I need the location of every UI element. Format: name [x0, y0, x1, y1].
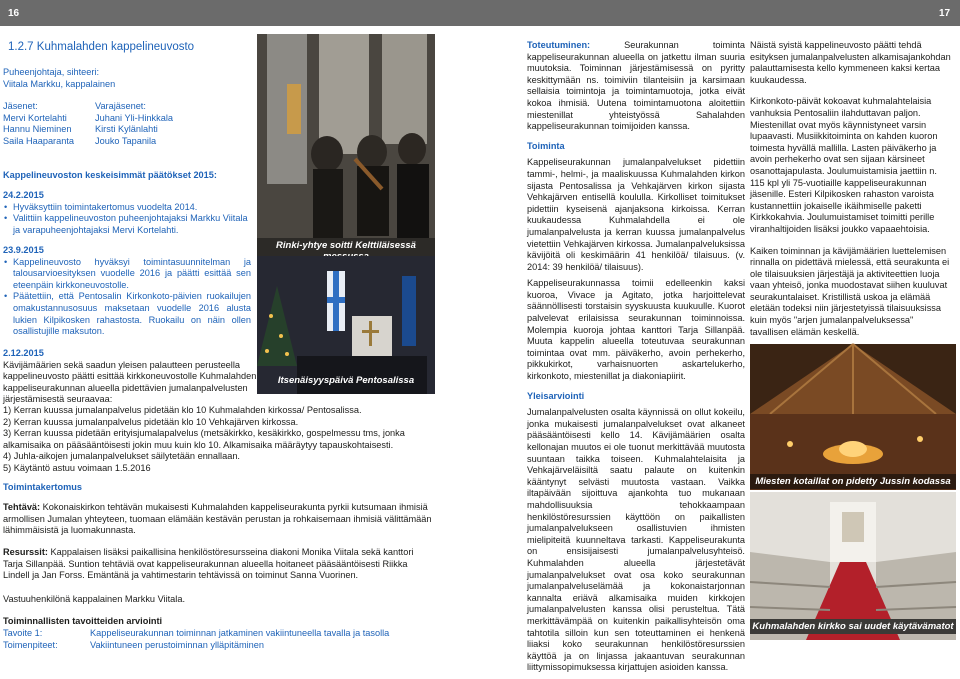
- members-block: [3, 101, 74, 147]
- list-item: 4) Juhla-aikojen jumalanpalvelukset säilytetään ennallaan.: [3, 451, 240, 462]
- decisions-title: Kappelineuvoston keskeisimmät päätökset 2015:: [3, 170, 217, 180]
- right-column-2: [750, 40, 954, 343]
- activity-heading: Toiminta: [527, 140, 565, 151]
- deputies-label: Varajäsenet:: [95, 101, 146, 111]
- band-photo-image: [257, 34, 435, 254]
- realization-paragraph: [527, 40, 745, 133]
- decision-date: 2.12.2015: [3, 348, 44, 358]
- resources-paragraph: [3, 547, 433, 582]
- photo-caption: Rinki-yhtye soitti Kelttiläisessä: [257, 238, 435, 264]
- photo-caption: Miesten kotaillat on pidetty Jussin kodassa: [750, 474, 956, 489]
- kota-photo-image: [750, 344, 956, 490]
- member: Mervi Kortelahti: [3, 112, 67, 123]
- goal-label: Toimenpiteet:: [3, 640, 58, 650]
- goal-text: Vakiintuneen perustoiminnan ylläpitäminen: [90, 640, 264, 650]
- page-header-bar: [0, 0, 960, 26]
- church-photo-image: [750, 492, 956, 640]
- member: Hannu Nieminen: [3, 124, 72, 135]
- task-label: Tehtävä:: [3, 502, 41, 512]
- section-title: 1.2.7 Kuhmalahden kappelineuvosto: [8, 41, 195, 53]
- service-list: [3, 405, 433, 475]
- kirkonkoto-paragraph: Kirkonkoto-päivät kokoavat kuhmalahtelaisia vanhuksia Pentosaliin ilahduttavan paljon. Miestenillat ovat myös käynnistyneet varsin lupaavasti. Musiikkitoiminta on kahden kuoron toimesta hyvällä mallilla. Lasten päiväkerho ja avoin perhekerho ovat sen sijaan kärsineet osanottajapulasta. Joulumuistamisia jaettiin n. 115 kpl yli 75-vuotiaille kappeliseurakunnan jäsenille. Esteri Kilpikosken rahaston varoista kustannettiin jokaiselle ikäihmiselle paketti Kirkkokahvia. Joulumuistamiset toimitti perille viranhaltijoiden lisäksi joukko vapaaehtoisia.: [750, 96, 938, 234]
- chair-label: Puheenjohtaja, sihteeri:: [3, 67, 100, 77]
- deputy: Kirsti Kylänlahti: [95, 124, 158, 135]
- responsible-person: Vastuuhenkilönä kappalainen Markku Viitala.: [3, 594, 185, 604]
- realization-text: Seurakunnan toiminta kappeliseurakunnan alueella on jatkettu ilman suuria muutoksia. Toiminnan järjestämisessä on pyritty keskittymään ns. toimiviin tilanteisiin ja karsimaan sellaisia toimintoja ja toimintamuotoja, jotka eivät kokoa ihmisiä. Uutena toimintamuotona aloitettiin miestenillat yhteistyössä Sahalahden kappeliseurakunnan toimijoiden kanssa.: [527, 40, 745, 132]
- community-paragraph: Kaiken toiminnan ja kävijämäärien luettelemisen rinnalla on pidettävä mielessä, että seurakunta ei ole tilaisuuksien järjestäjä ja aktiviteettien luoja vaan yhteisö, jonka muodostavat siihen kuuluvat seurakuntalaiset. Kristillistä uskoa ja elämää eletään todeksi niin järjestetyissä tilaisuuksissa kuin myös "arjen jumalanpalveluksessa" tavallisen elämän keskellä.: [750, 245, 950, 337]
- choirs-paragraph: Kappeliseurakunnassa toimii edelleenkin kaksi kuoroa, Vivace ja Agitato, jotka harjoittelevat säännöllisesti torstaisin syyskuusta kuukuulle. Kuorot palvelevat erilaisissa seurakunnan toiminnoissa. Molempia kuoroja johtaa kanttori Tarja Sillanpää. Muuta kappelin alueella toteutuvaa seurakunnan toimintaa ovat mm. päiväkerho, avoin perhekerho, pikkukirkot, varhaisnuorten askartelukerho, kirkonkoto, miestenillat ja diakoniapiirit.: [527, 278, 745, 382]
- deputies-block: [95, 101, 173, 147]
- report-title: Toimintakertomus: [3, 482, 82, 492]
- goal-2: [3, 640, 264, 652]
- deputy: Juhani Yli-Hinkkala: [95, 112, 173, 123]
- goals-title: Toiminnallisten tavoitteiden arviointi: [3, 616, 163, 626]
- resources-text: Kappalaisen lisäksi paikallisina henkilöstöresursseina diakoni Monika Viitala sekä kanttori Tarja Sillanpää. Suntion tehtäviä ovat kappeliseurakunnan alueella hoitaneet pääsääntöisesti Riikka Lindell ja Jan Forss. Emäntänä ja vahtimestarin tehtävissä on toiminut Sanna Vuorinen.: [3, 547, 414, 581]
- task-text: Kokonaiskirkon tehtävän mukaisesti Kuhmalahden kappeliseurakunta pyrkii kutsumaan ihmisiä armollisen Jumalan yhteyteen, tuomaan elämään kestävän perustan ja rohkaisemaan ihmisiä välittämään lähimmäisistä ja luomakunnasta.: [3, 502, 432, 536]
- decision-item: • Valittiin kappelineuvoston puheenjohtajaksi Markku Viitala ja varapuheenjohtajaksi Mervi Kortelahti.: [13, 213, 253, 236]
- members-label: Jäsenet:: [3, 101, 38, 111]
- member: Saila Haaparanta: [3, 135, 74, 146]
- realization-label: Toteutuminen:: [527, 40, 591, 50]
- right-column-1: [527, 40, 745, 679]
- church-photo: [750, 492, 956, 640]
- decision-item: • Hyväksyttiin toimintakertomus vuodelta 2014.: [13, 202, 253, 214]
- page-number-left: 16: [8, 8, 20, 19]
- list-item: 5) Käytäntö astuu voimaan 1.5.2016: [3, 462, 151, 473]
- decision-item: • Päätettiin, että Pentosalin Kirkonkoto-päivien ruokailujen omakustannusosuus maksetaan vuodelle 2016 alusta lukien Kilpikosken rahastosta. Ruokailu on näin ollen osallistujille maksuton.: [13, 291, 251, 337]
- decision-date: 23.9.2015: [3, 245, 44, 255]
- deputy: Jouko Tapanila: [95, 135, 157, 146]
- decision-paragraph: Näistä syistä kappelineuvosto päätti tehdä esityksen jumalanpalvelusten alkamisajankohdan palauttamisesta kello kymmeneen kaksi kertaa kuukaudessa.: [750, 40, 951, 85]
- list-item: 2) Kerran kuussa jumalanpalvelus pidetään klo 10 Vehkajärven kirkossa.: [3, 416, 299, 427]
- band-photo: [257, 34, 435, 254]
- chair-name: Viitala Markku, kappalainen: [3, 78, 116, 89]
- overall-evaluation-heading: Yleisarviointi: [527, 390, 585, 401]
- decision-text: Kävijämäärien sekä saadun yleisen palautteen perusteella kappelineuvosto päätti esittää kirkkoneuvostolle Kuhmalahden kappeliseurakunnan alueella pidettävien jumalanpalvelusten järjestämisestä seuraavaa:: [3, 359, 257, 405]
- independence-day-photo: [257, 256, 435, 394]
- resources-label: Resurssit:: [3, 547, 48, 557]
- decision-item: • Kappelineuvosto hyväksyi toimintasuunnitelman ja talousarvioesityksen vuodelle 2016 ja päätti esittää sen eteenpäin kirkkoneuvostolle.: [13, 257, 251, 292]
- decision-date: 24.2.2015: [3, 190, 44, 200]
- list-item: 1) Kerran kuussa jumalanpalvelus pidetään klo 10 Kuhmalahden kirkossa/ Pentosalissa.: [3, 405, 362, 415]
- photo-caption: Itsenäisyyspäivä Pentosalissa: [277, 375, 415, 386]
- photo-caption: Kuhmalahden kirkko sai uudet käytävämatot: [750, 619, 956, 634]
- decision-2: [3, 245, 251, 338]
- overall-evaluation-paragraph: Jumalanpalvelusten osalta käynnissä on ollut kokeilu, jonka mukaisesti jumalanpalvelukset ovat alkaneet pääsääntöisesti kello 14. Kävijämäärien osalta kellonajan muutos ei ole tuonut merkittävää muutosta suuntaan taikka toiseen. Kuhmalahtelaisita ja Vehkajärveläisiltä saatu palaute on kuitenkin kääntynyt selvästi muutosta vastaan. Vaikka iltapäivään sijoittuva ajankohta tuo mukanaan mahdollisuuksia tehokkaampaan henkilöstöresurssien käyttöön on paikallisten jumalanpalvelukseen osallistuvien ihmisten mielipiteitä kuunneltava tarkasti. Kappeliseurakunta on ensisijaisesti jumalanpalvelusyhteisö. Kuhmalahden alueella järjestetävät jumalanpalvelukset ovat osa koko seurakunnan jumalanpalveluselämää ja kokonaistarjonnan kannalta eriävä alkamisaika muiden kirkkojen jumalanpalvelusten kanssa olisi perusteltua. Tätä merkittävämpää on kuitenkin paikallisyhteisön oma tahtotila silloin kun sen toteuttaminen ei henkenä liiaksi koko seurakunnan henkilöstöresurssien käyttöä ja on linjassa jakaantuvan seurakunnan liittymissopimuksessa kirjattujen asioiden kanssa.: [527, 407, 745, 673]
- goal-1: [3, 628, 390, 640]
- task-paragraph: [3, 502, 433, 537]
- list-item: 3) Kerran kuussa pidetään erityisjumalapalvelus (metsäkirkko, kesäkirkko, gospelmessu tms, jonka alkamisaika on pääsääntöisesti jokin muu kuin klo 10. Alkamisaika määräytyy tapauskohtaisesti.: [3, 428, 405, 450]
- chair-block: [3, 67, 115, 90]
- goal-label: Tavoite 1:: [3, 628, 43, 638]
- page-number-right: 17: [939, 8, 951, 19]
- goal-text: Kappeliseurakunnan toiminnan jatkaminen vakiintuneella tavalla ja tasolla: [90, 628, 390, 638]
- activity-paragraph: Kappeliseurakunnan jumalanpalvelukset pidettiin tammi-, helmi-, ja maaliskuussa Kuhmalahden kirkon sijasta Pentosalissa ja Vehkajärven kirkon sijasta Vehkajärven entisellä koululla. Kirkolliset toimitukset pidettiin kyseisenä ajanjaksona kirkoissa. Kerran kuukaudessa Kuhmalahdella ei ole jumalanpalvelusta ja kerran kuussa jumalanpalvelus vietettiin Vehkajärven kirkossa. Jumalanpalveluksissa kävijöitä oli keskimäärin 41 henkilöä/ tilaisuus. (v. 2014: 39 henkilöä/ tilaisuus).: [527, 157, 745, 272]
- kota-photo: [750, 344, 956, 490]
- decision-3: [3, 348, 273, 406]
- decision-1: [3, 190, 253, 236]
